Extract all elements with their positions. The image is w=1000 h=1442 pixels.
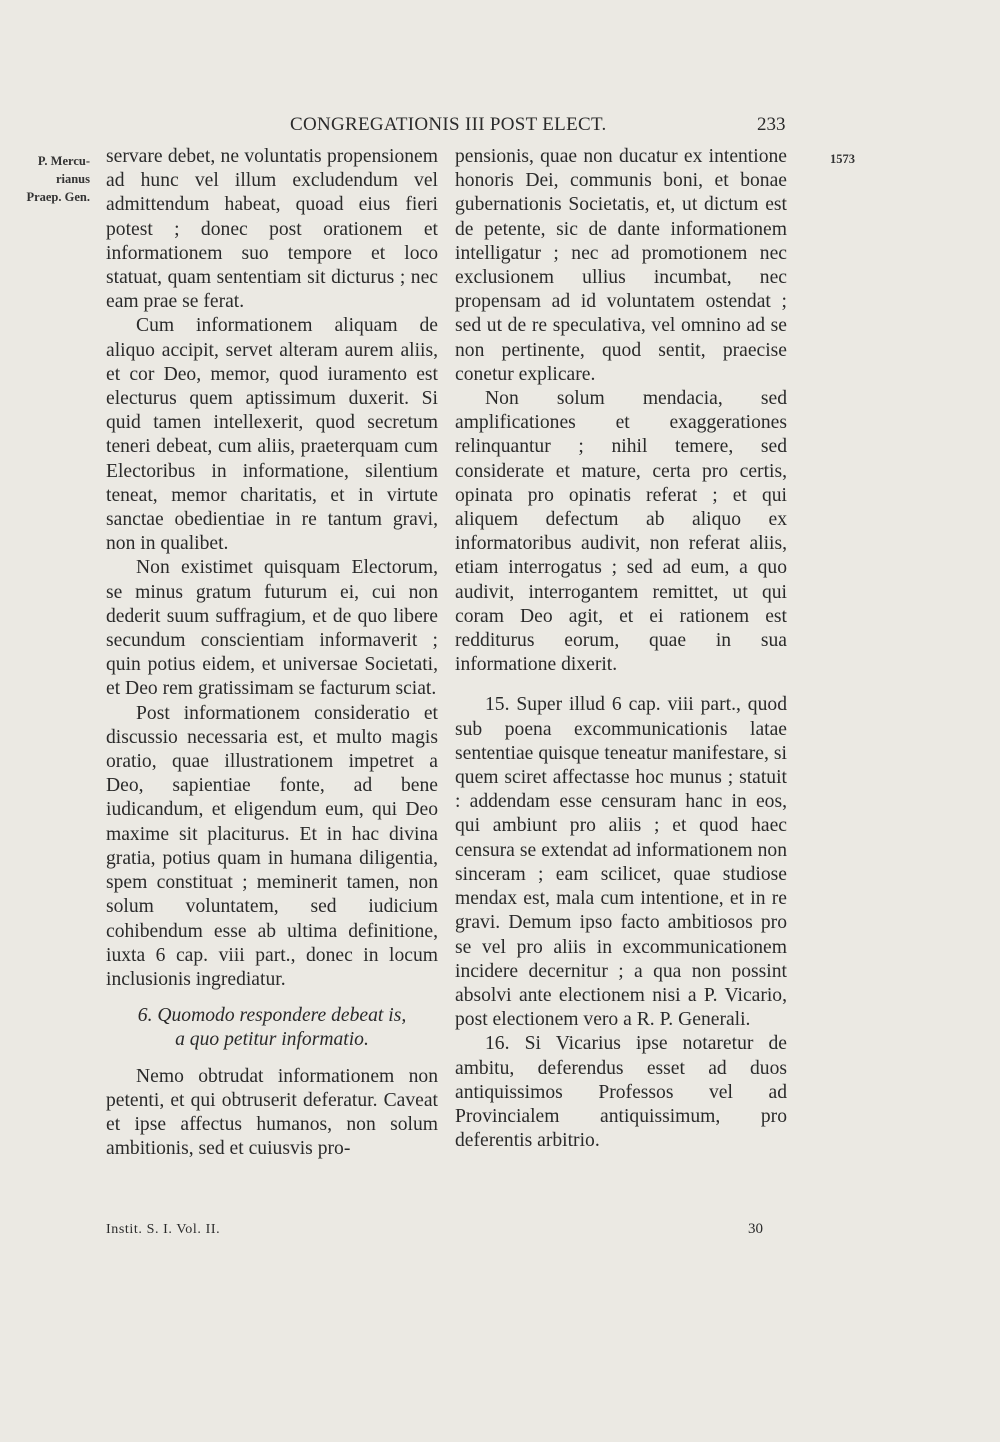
numbered-paragraph: 16. Si Vicarius ipse notaretur de ambitu, deferendus esset ad duos antiquissimos Professos vel ad Provincialem antiquissimum, pro deferentis arbitrio.	[455, 1033, 787, 1152]
running-title: CONGREGATIONIS III POST ELECT.	[290, 114, 607, 135]
paragraph: Nemo obtrudat informationem non petenti, et qui obtruserit deferatur. Caveat et ipse affectus humanos, non solum ambitionis, sed et cuiusvis pro-	[106, 1065, 438, 1160]
sheet-number: 30	[748, 1221, 763, 1237]
margin-note-line: rianus	[55, 172, 90, 186]
numbered-paragraph: 15. Super illud 6 cap. viii part., quod sub poena excommunicationis latae sententiae quisque teneatur manifestare, si quem sciret affectasse hoc munus ; statuit : addendam esse censuram hanc in eos, qui ambiunt pro aliis ; et quod haec censura se extendat ad informationem non sinceram ; eam scilicet, quae studiose mendax est, mala cum intentione, et in re gravi. Demum ipso facto ambitiosos pro se vel pro aliis in excommunicationem incidere decernitur ; a qua non possint absolvi ante electionem nisi a P. Vicario, post electionem vero a R. P. Generali.	[455, 694, 787, 1031]
section-heading-line: a quo petitur informatio.	[175, 1029, 369, 1051]
section-heading-line: 6. Quomodo respondere debeat is,	[137, 1005, 407, 1027]
year-margin-note: 1573	[830, 152, 855, 166]
signature-mark: Instit. S. I. Vol. II.	[106, 1222, 221, 1237]
left-margin-note	[4, 152, 90, 206]
paragraph: Non existimet quisquam Electorum, se minus gratum futurum ei, cui non dederit suum suffragium, et de quo libere secundum conscientiam informaverit ; quin potius eidem, et universae Societati, et Deo rem gratissimam se facturum sciat.	[106, 557, 438, 700]
paragraph: servare debet, ne voluntatis propensionem ad hunc vel illum excludendum vel admittendum habeat, quoad eius fieri potest ; donec post orationem et informationem suo tempore et loco statuat, quam sententiam sit dicturus ; nec eam prae se ferat.	[106, 146, 438, 313]
margin-note-line: Praep. Gen.	[26, 190, 90, 204]
paragraph: Non solum mendacia, sed amplificationes et exaggerationes relinquantur ; nihil temere, sed considerate et mature, certa pro certis, opinata pro opinatis referat ; et qui aliquem defectum ab aliquo ex informatoribus audivit, non referat aliis, etiam interrogatus ; sed ad eum, a quo audivit, interrogantem remittet, ut qui coram Deo agit, et ei rationem est redditurus eorum, quae in sua informatione dixerit.	[455, 388, 787, 676]
page-number: 233	[757, 114, 786, 135]
paragraph: Post informationem consideratio et discussio necessaria est, et multo magis oratio, quae illustrationem impetret a Deo, sapientiae fonte, ad bene iudicandum, et eligendum eum, qui Deo maxime sit placiturus. Et in hac divina gratia, potius quam in humana diligentia, spem constituat ; meminerit tamen, non solum voluntatem, sed iudicium cohibendum esse ab ultima definitione, iuxta 6 cap. viii part., donec in locum inclusionis ingrediatur.	[106, 702, 438, 990]
paragraph: pensionis, quae non ducatur ex intentione honoris Dei, communis boni, et bonae gubernationis Societatis, et, ut dictum est de petente, sic de dante informationem intelligatur ; nec ad promotionem nec exclusionem ullius incumbat, nec propensam ad id voluntatem ostendat ; sed ut de re speculativa, vel omnino ad se non pertinente, quod sentit, praecise conetur explicare.	[455, 146, 787, 385]
section-heading	[106, 1004, 438, 1052]
margin-note-line: P. Mercu-	[37, 154, 90, 168]
right-text-column	[455, 145, 787, 1153]
left-text-column	[106, 145, 438, 1161]
paragraph: Cum informationem aliquam de aliquo accipit, servet alteram aurem aliis, et cor Deo, memor, quod iuramento est electurus quem aptissimum duxerit. Si quid tamen intellexerit, quod secretum teneri debeat, cum aliis, praeterquam cum Electoribus in informatione, silentium teneat, memor charitatis, et in virtute sanctae obedientiae in re tantum gravi, non in qualibet.	[106, 315, 438, 555]
